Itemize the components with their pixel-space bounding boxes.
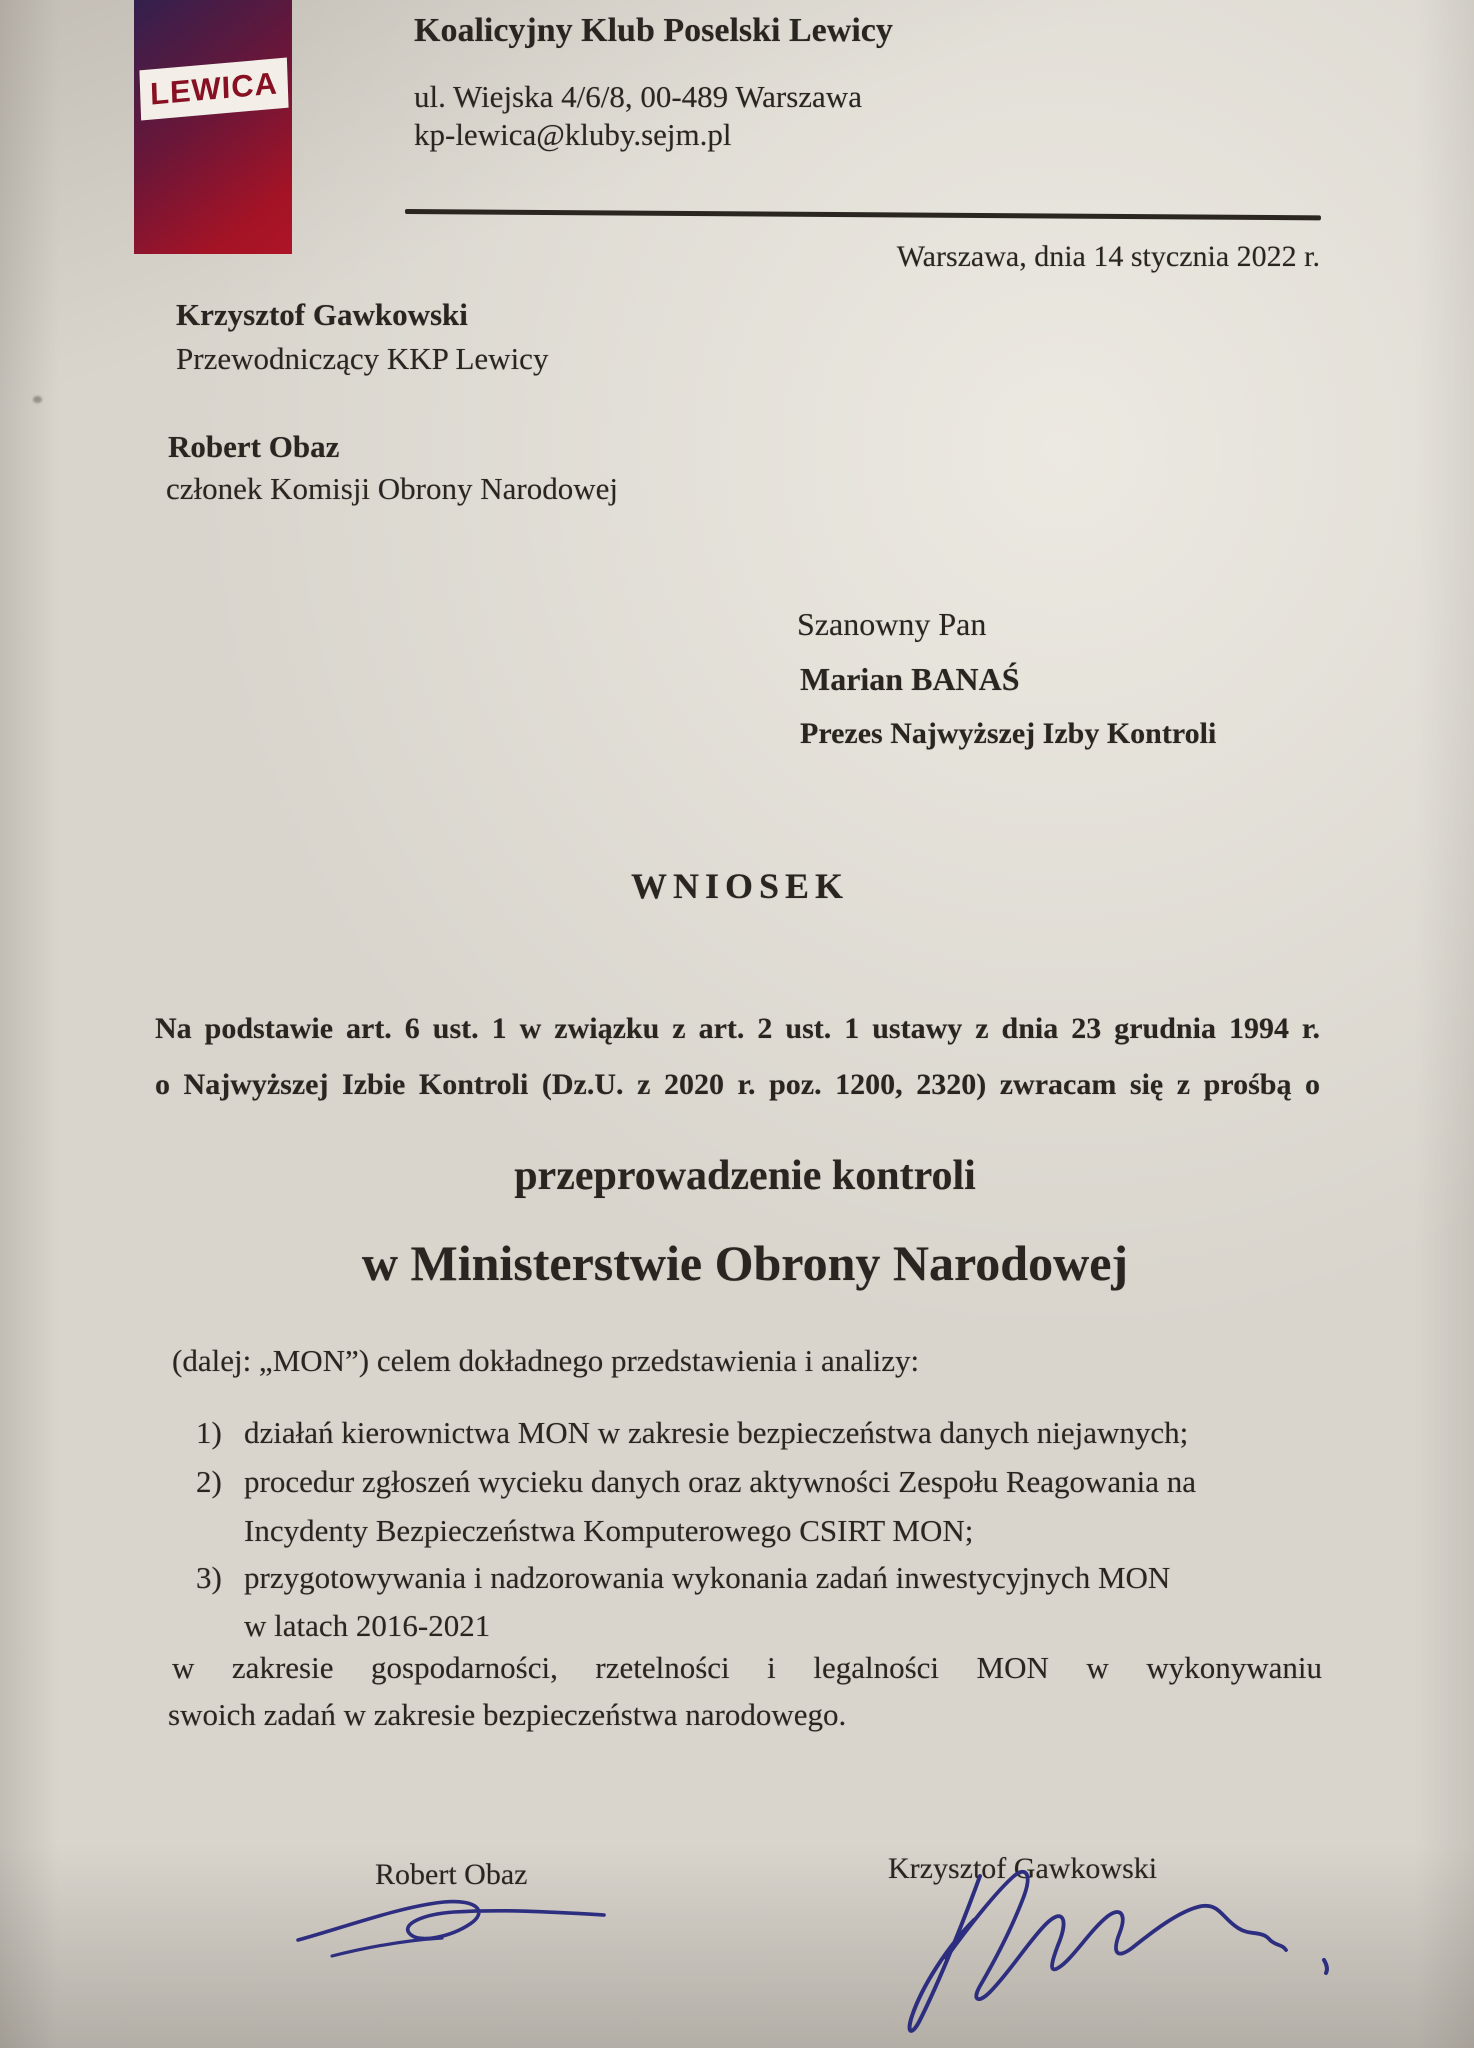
signature-label-robert-obaz: Robert Obaz xyxy=(375,1858,528,1891)
purpose-intro: (dalej: „MON”) celem dokładnego przedstawienia i analizy: xyxy=(172,1343,920,1378)
paper-speck xyxy=(33,396,42,403)
list-item-2-text-line-2: Incydenty Bezpieczeństwa Komputerowego CSIRT MON; xyxy=(244,1513,974,1548)
signature-robert-obaz xyxy=(292,1888,612,1978)
list-item-1-number: 1) xyxy=(196,1415,222,1450)
recipient-title: Prezes Najwyższej Izby Kontroli xyxy=(800,717,1217,750)
request-line-1: przeprowadzenie kontroli xyxy=(514,1153,976,1199)
list-item-2-text-line-1: procedur zgłoszeń wycieku danych oraz aktywności Zespołu Reagowania na xyxy=(244,1464,1197,1499)
list-item-1-text: działań kierownictwa MON w zakresie bezpieczeństwa danych niejawnych; xyxy=(244,1415,1189,1450)
sender-2-name: Robert Obaz xyxy=(168,429,340,464)
sender-2-title: członek Komisji Obrony Narodowej xyxy=(166,471,618,506)
date-line: Warszawa, dnia 14 stycznia 2022 r. xyxy=(896,240,1320,273)
recipient-salutation: Szanowny Pan xyxy=(797,606,987,642)
list-item-3-text-line-1: przygotowywania i nadzorowania wykonania zadań inwestycyjnych MON xyxy=(244,1560,1171,1595)
org-address: ul. Wiejska 4/6/8, 00-489 Warszawa xyxy=(414,79,862,114)
recipient-name: Marian BANAŚ xyxy=(800,661,1020,697)
legal-basis-line-1: Na podstawie art. 6 ust. 1 w związku z art. 2 ust. 1 ustawy z dnia 23 grudnia 1994 r. xyxy=(155,1012,1320,1045)
sender-1-title: Przewodniczący KKP Lewicy xyxy=(176,341,549,376)
request-line-2: w Ministerstwie Obrony Narodowej xyxy=(361,1235,1129,1291)
lewica-logo-label: LEWICA xyxy=(139,58,288,121)
org-email: kp-lewica@kluby.sejm.pl xyxy=(414,117,732,152)
list-item-3-number: 3) xyxy=(196,1560,222,1595)
sender-1-name: Krzysztof Gawkowski xyxy=(176,297,468,332)
list-item-2-number: 2) xyxy=(196,1464,222,1499)
org-name: Koalicyjny Klub Poselski Lewicy xyxy=(414,12,893,49)
header-rule xyxy=(405,209,1321,220)
closing-line-1: w zakresie gospodarności, rzetelności i legalności MON w wykonywaniu xyxy=(172,1650,1322,1685)
list-item-3-text-line-2: w latach 2016-2021 xyxy=(244,1608,491,1643)
signature-label-krzysztof-gawkowski: Krzysztof Gawkowski xyxy=(888,1852,1158,1885)
legal-basis-line-2: o Najwyższej Izbie Kontroli (Dz.U. z 2020 r. poz. 1200, 2320) zwracam się z prośbą o xyxy=(155,1068,1320,1101)
signature-krzysztof-gawkowski xyxy=(876,1862,1356,2048)
closing-line-2: swoich zadań w zakresie bezpieczeństwa narodowego. xyxy=(168,1697,847,1732)
document-title: WNIOSEK xyxy=(630,866,850,906)
lewica-logo xyxy=(134,0,292,254)
